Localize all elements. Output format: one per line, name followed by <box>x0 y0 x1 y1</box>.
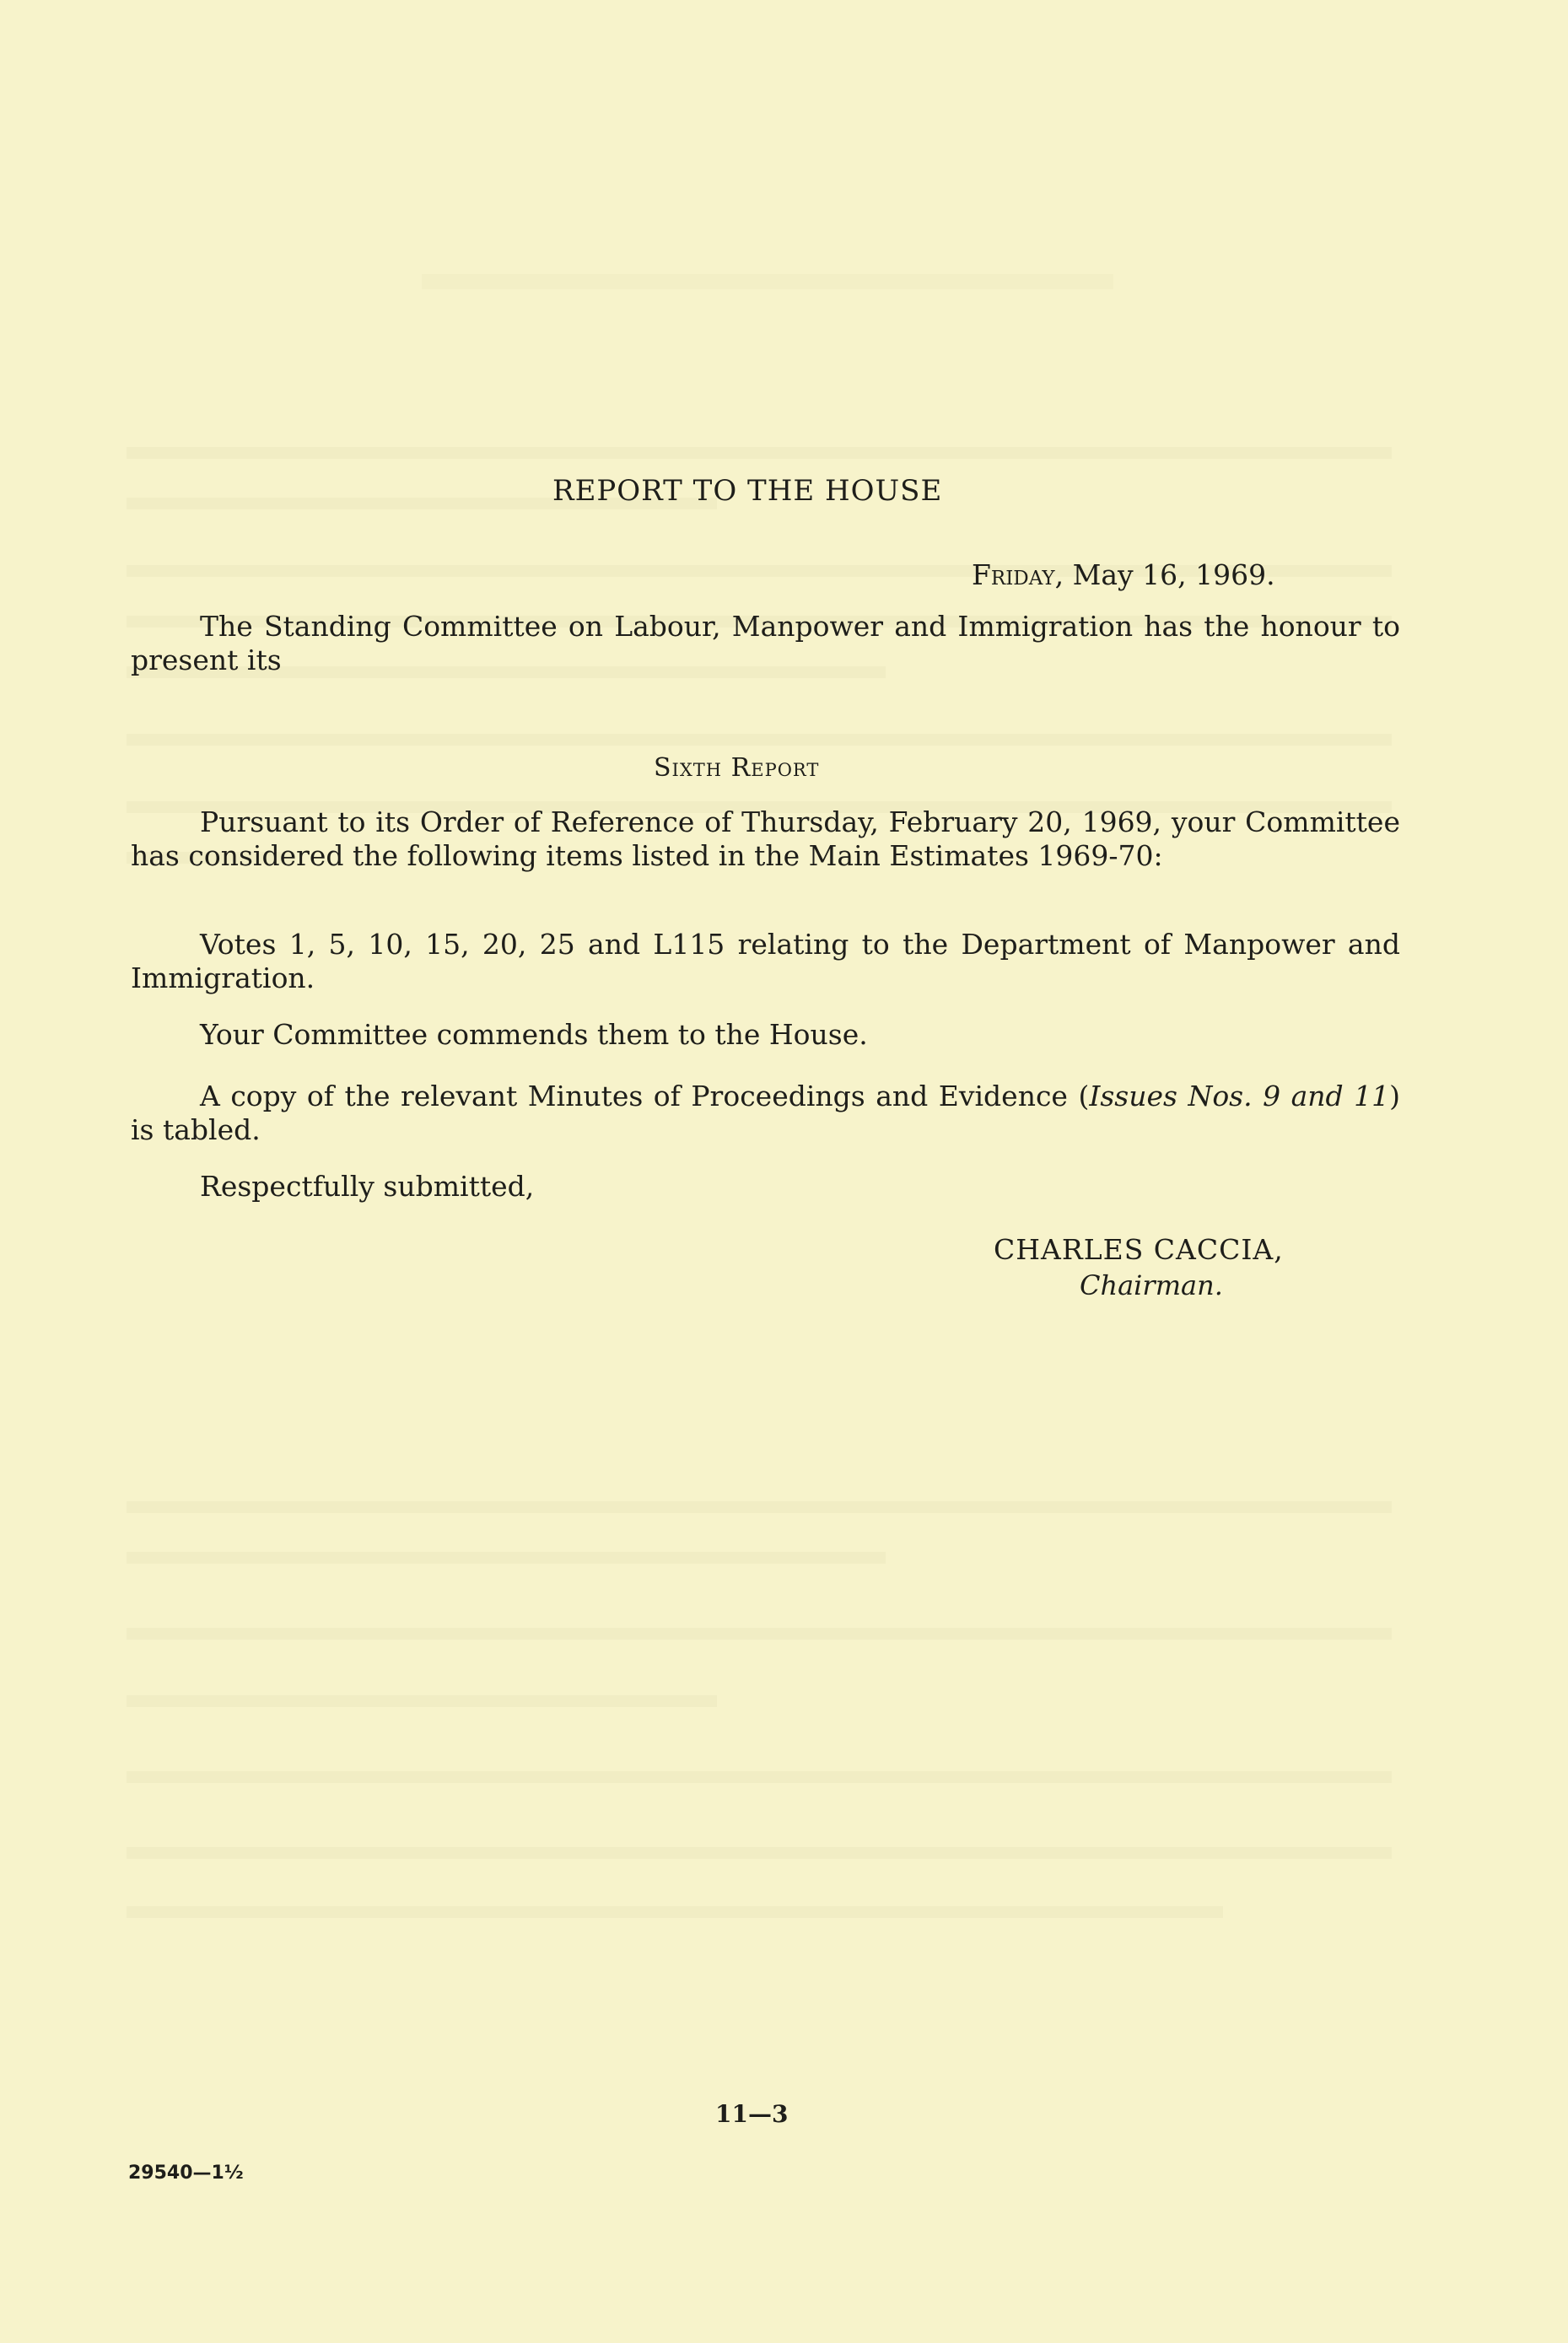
report-date <box>972 558 1275 591</box>
paragraph-copy-tabled <box>131 1080 1400 1147</box>
date-rest: , May 16, 1969. <box>1054 558 1275 591</box>
paragraph-order-of-reference: Pursuant to its Order of Reference of Thursday, February 20, 1969, your Committee has considered the following items listed in the Main Estimates 1969-70: <box>131 805 1400 872</box>
closing-line: Respectfully submitted, <box>200 1170 535 1203</box>
date-day: Friday <box>972 558 1055 591</box>
para4-end: ) is tabled. <box>131 1080 1400 1146</box>
report-number: Sixth Report <box>654 753 820 783</box>
intro-paragraph: The Standing Committee on Labour, Manpower and Immigration has the honour to present its <box>131 610 1400 676</box>
paragraph-commends: Your Committee commends them to the House. <box>200 1018 868 1051</box>
signer-name: CHARLES CACCIA, <box>994 1233 1284 1266</box>
para4-start: A copy of the relevant Minutes of Proceedings and Evidence ( <box>200 1080 1090 1112</box>
print-code: 29540—1½ <box>128 2163 244 2184</box>
para4-issues: Issues Nos. 9 and 11 <box>1089 1080 1390 1112</box>
report-title: REPORT TO THE HOUSE <box>552 474 943 508</box>
bleed-through-mark <box>422 257 1113 308</box>
bleed-through-decoration <box>422 257 1113 318</box>
paragraph-votes: Votes 1, 5, 10, 15, 20, 25 and L115 relating to the Department of Manpower and Immigration. <box>131 928 1400 994</box>
signer-role: Chairman. <box>1080 1269 1223 1301</box>
page-number: 11—3 <box>715 2100 789 2128</box>
